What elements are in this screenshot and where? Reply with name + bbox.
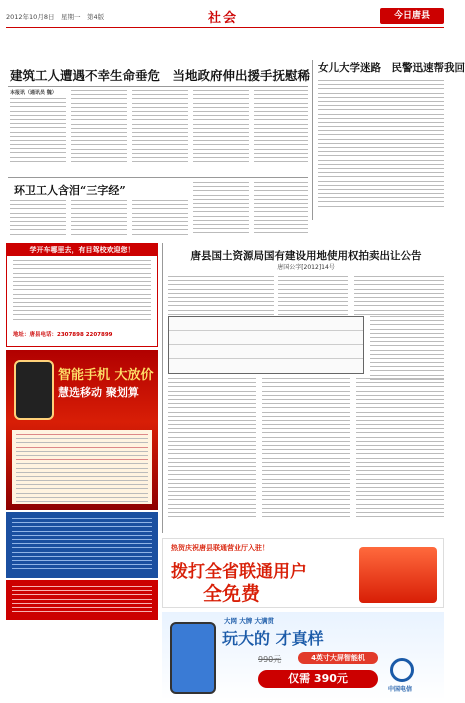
notice-intro-text2 <box>278 276 348 312</box>
pension-text-col5 <box>254 182 308 240</box>
unicom-ad <box>162 538 444 608</box>
column-divider <box>312 60 313 220</box>
donate-headline: 女儿大学迷路 民警迅速帮我回 <box>318 62 465 74</box>
phone-image-icon <box>14 360 54 420</box>
column-divider <box>162 243 163 533</box>
promo-band <box>6 512 158 578</box>
telecom-sale-price: 仅需 390元 <box>258 670 378 688</box>
lead-text-col3 <box>132 90 188 173</box>
notice-body-col3 <box>356 378 444 528</box>
table-row <box>169 331 363 345</box>
notice-side-text <box>370 316 444 374</box>
issue-date: 2012年10月8日 星期一 第4版 <box>6 13 105 21</box>
notice-headline: 唐县国土资源局国有建设用地使用权拍卖出让公告 <box>190 250 422 262</box>
driving-school-title: 学开车哪里去，有目驾校欢迎您！ <box>7 244 157 256</box>
telecom-brand: 中国电信 <box>388 686 413 693</box>
telecom-original-price: 990元 <box>258 655 282 664</box>
table-row <box>169 317 363 331</box>
pension-text-col4 <box>193 182 249 240</box>
table-row <box>169 359 363 373</box>
notice-body-col2 <box>262 378 350 528</box>
pension-headline: 环卫工人含泪“三字经” <box>14 184 126 197</box>
lead-text-col1 <box>10 98 66 173</box>
divider <box>8 86 308 87</box>
section-title: 社会 <box>208 11 239 26</box>
phone-ad-title: 智能手机 大放价 <box>58 368 154 383</box>
telecom-product: 4英寸大屏智能机 <box>298 652 378 664</box>
driving-school-contact: 地址：唐县电话：2307898 2207899 <box>13 332 113 338</box>
table-row <box>169 345 363 359</box>
promo-band-red <box>6 580 158 620</box>
driving-school-text <box>13 260 151 326</box>
notice-intro-text3 <box>354 276 444 312</box>
unicom-main-text: 拨打全省联通用户 <box>171 562 307 582</box>
brand-logo: 今日唐县 <box>380 8 444 24</box>
unicom-logo-icon <box>359 547 437 603</box>
land-parcel-table <box>168 316 364 374</box>
telecom-ad <box>162 612 444 700</box>
divider <box>8 177 308 178</box>
notice-body-col1 <box>168 378 256 528</box>
lead-byline: 本报讯（通讯员 魏） <box>10 90 57 96</box>
lead-text-col5 <box>254 90 308 173</box>
smartphone-ad <box>6 350 158 510</box>
notice-intro-text <box>168 276 274 312</box>
telecom-logo-icon <box>390 658 414 682</box>
unicom-top-text: 热贺庆祝唐县联通营业厅入驻！ <box>171 544 269 552</box>
driving-school-ad <box>6 243 158 347</box>
lead-text-col4 <box>193 90 249 173</box>
unicom-free-text: 全免费 <box>203 583 261 605</box>
lead-text-col2 <box>71 90 127 173</box>
page-header <box>6 6 444 28</box>
phone-offer-list <box>12 430 152 504</box>
phone-ad-subtitle: 慧选移动 聚划算 <box>58 386 139 399</box>
donate-text <box>318 80 444 218</box>
pension-text-col2 <box>71 200 127 240</box>
notice-number: 唐国公字[2012]14号 <box>277 264 335 271</box>
pension-text-col3 <box>132 200 188 240</box>
telecom-slogan: 大网 大牌 大满贯 <box>224 617 275 625</box>
phone-image-icon <box>170 622 216 694</box>
pension-text-col1 <box>10 200 66 240</box>
telecom-main: 玩大的 才真样 <box>222 629 324 648</box>
lead-headline: 建筑工人遭遇不幸生命垂危 当地政府伸出援手抚慰稀 <box>10 68 311 83</box>
